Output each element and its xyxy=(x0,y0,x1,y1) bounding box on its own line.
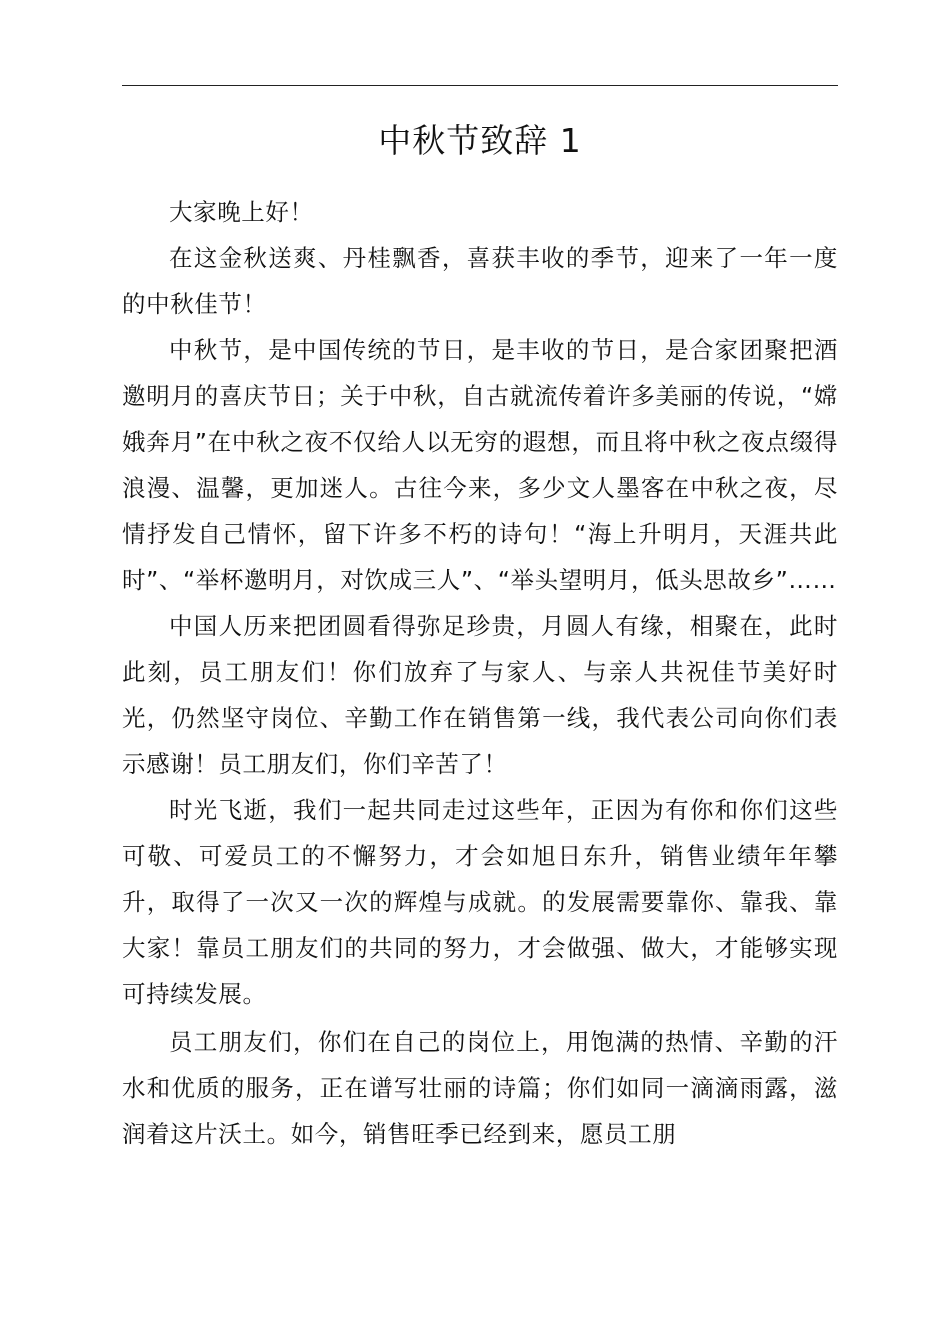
header-rule xyxy=(122,85,838,86)
document-body xyxy=(122,189,838,1157)
paragraph-employee-contribution: 员工朋友们，你们在自己的岗位上，用饱满的热情、辛勤的汗水和优质的服务，正在谱写壮丽的诗篇；你们如同一滴滴雨露，滋润着这片沃土。如今，销售旺季已经到来，愿员工朋 xyxy=(122,1028,838,1148)
paragraph-festival-tradition: 中秋节，是中国传统的节日，是丰收的节日，是合家团聚把酒邀明月的喜庆节日；关于中秋，自古就流传着许多美丽的传说，“嫦娥奔月”在中秋之夜不仅给人以无穷的遐想，而且将中秋之夜点缀得浪漫、温馨，更加迷人。古往今来，多少文人墨客在中秋之夜，尽情抒发自己情怀，留下许多不朽的诗句！“海上升明月，天涯共此时”、“举杯邀明月，对饮成三人”、“举头望明月，低头思故乡”…… xyxy=(122,336,838,594)
page-title: 中秋节致辞 1 xyxy=(378,121,582,160)
paragraph-company-growth: 时光飞逝，我们一起共同走过这些年，正因为有你和你们这些可敬、可爱员工的不懈努力，才会如旭日东升，销售业绩年年攀升，取得了一次又一次的辉煌与成就。的发展需要靠你、靠我、靠大家！靠员工朋友们的共同的努力，才会做强、做大，才能够实现可持续发展。 xyxy=(122,796,838,1008)
paragraph-festival-intro: 在这金秋送爽、丹桂飘香，喜获丰收的季节，迎来了一年一度的中秋佳节！ xyxy=(122,244,838,318)
paragraph-greeting: 大家晚上好！ xyxy=(169,198,314,226)
paragraph-thanks-employees: 中国人历来把团圆看得弥足珍贵，月圆人有缘，相聚在，此时此刻，员工朋友们！你们放弃了与家人、与亲人共祝佳节美好时光，仍然坚守岗位、辛勤工作在销售第一线，我代表公司向你们表示感谢！员工朋友们，你们辛苦了！ xyxy=(122,612,838,778)
